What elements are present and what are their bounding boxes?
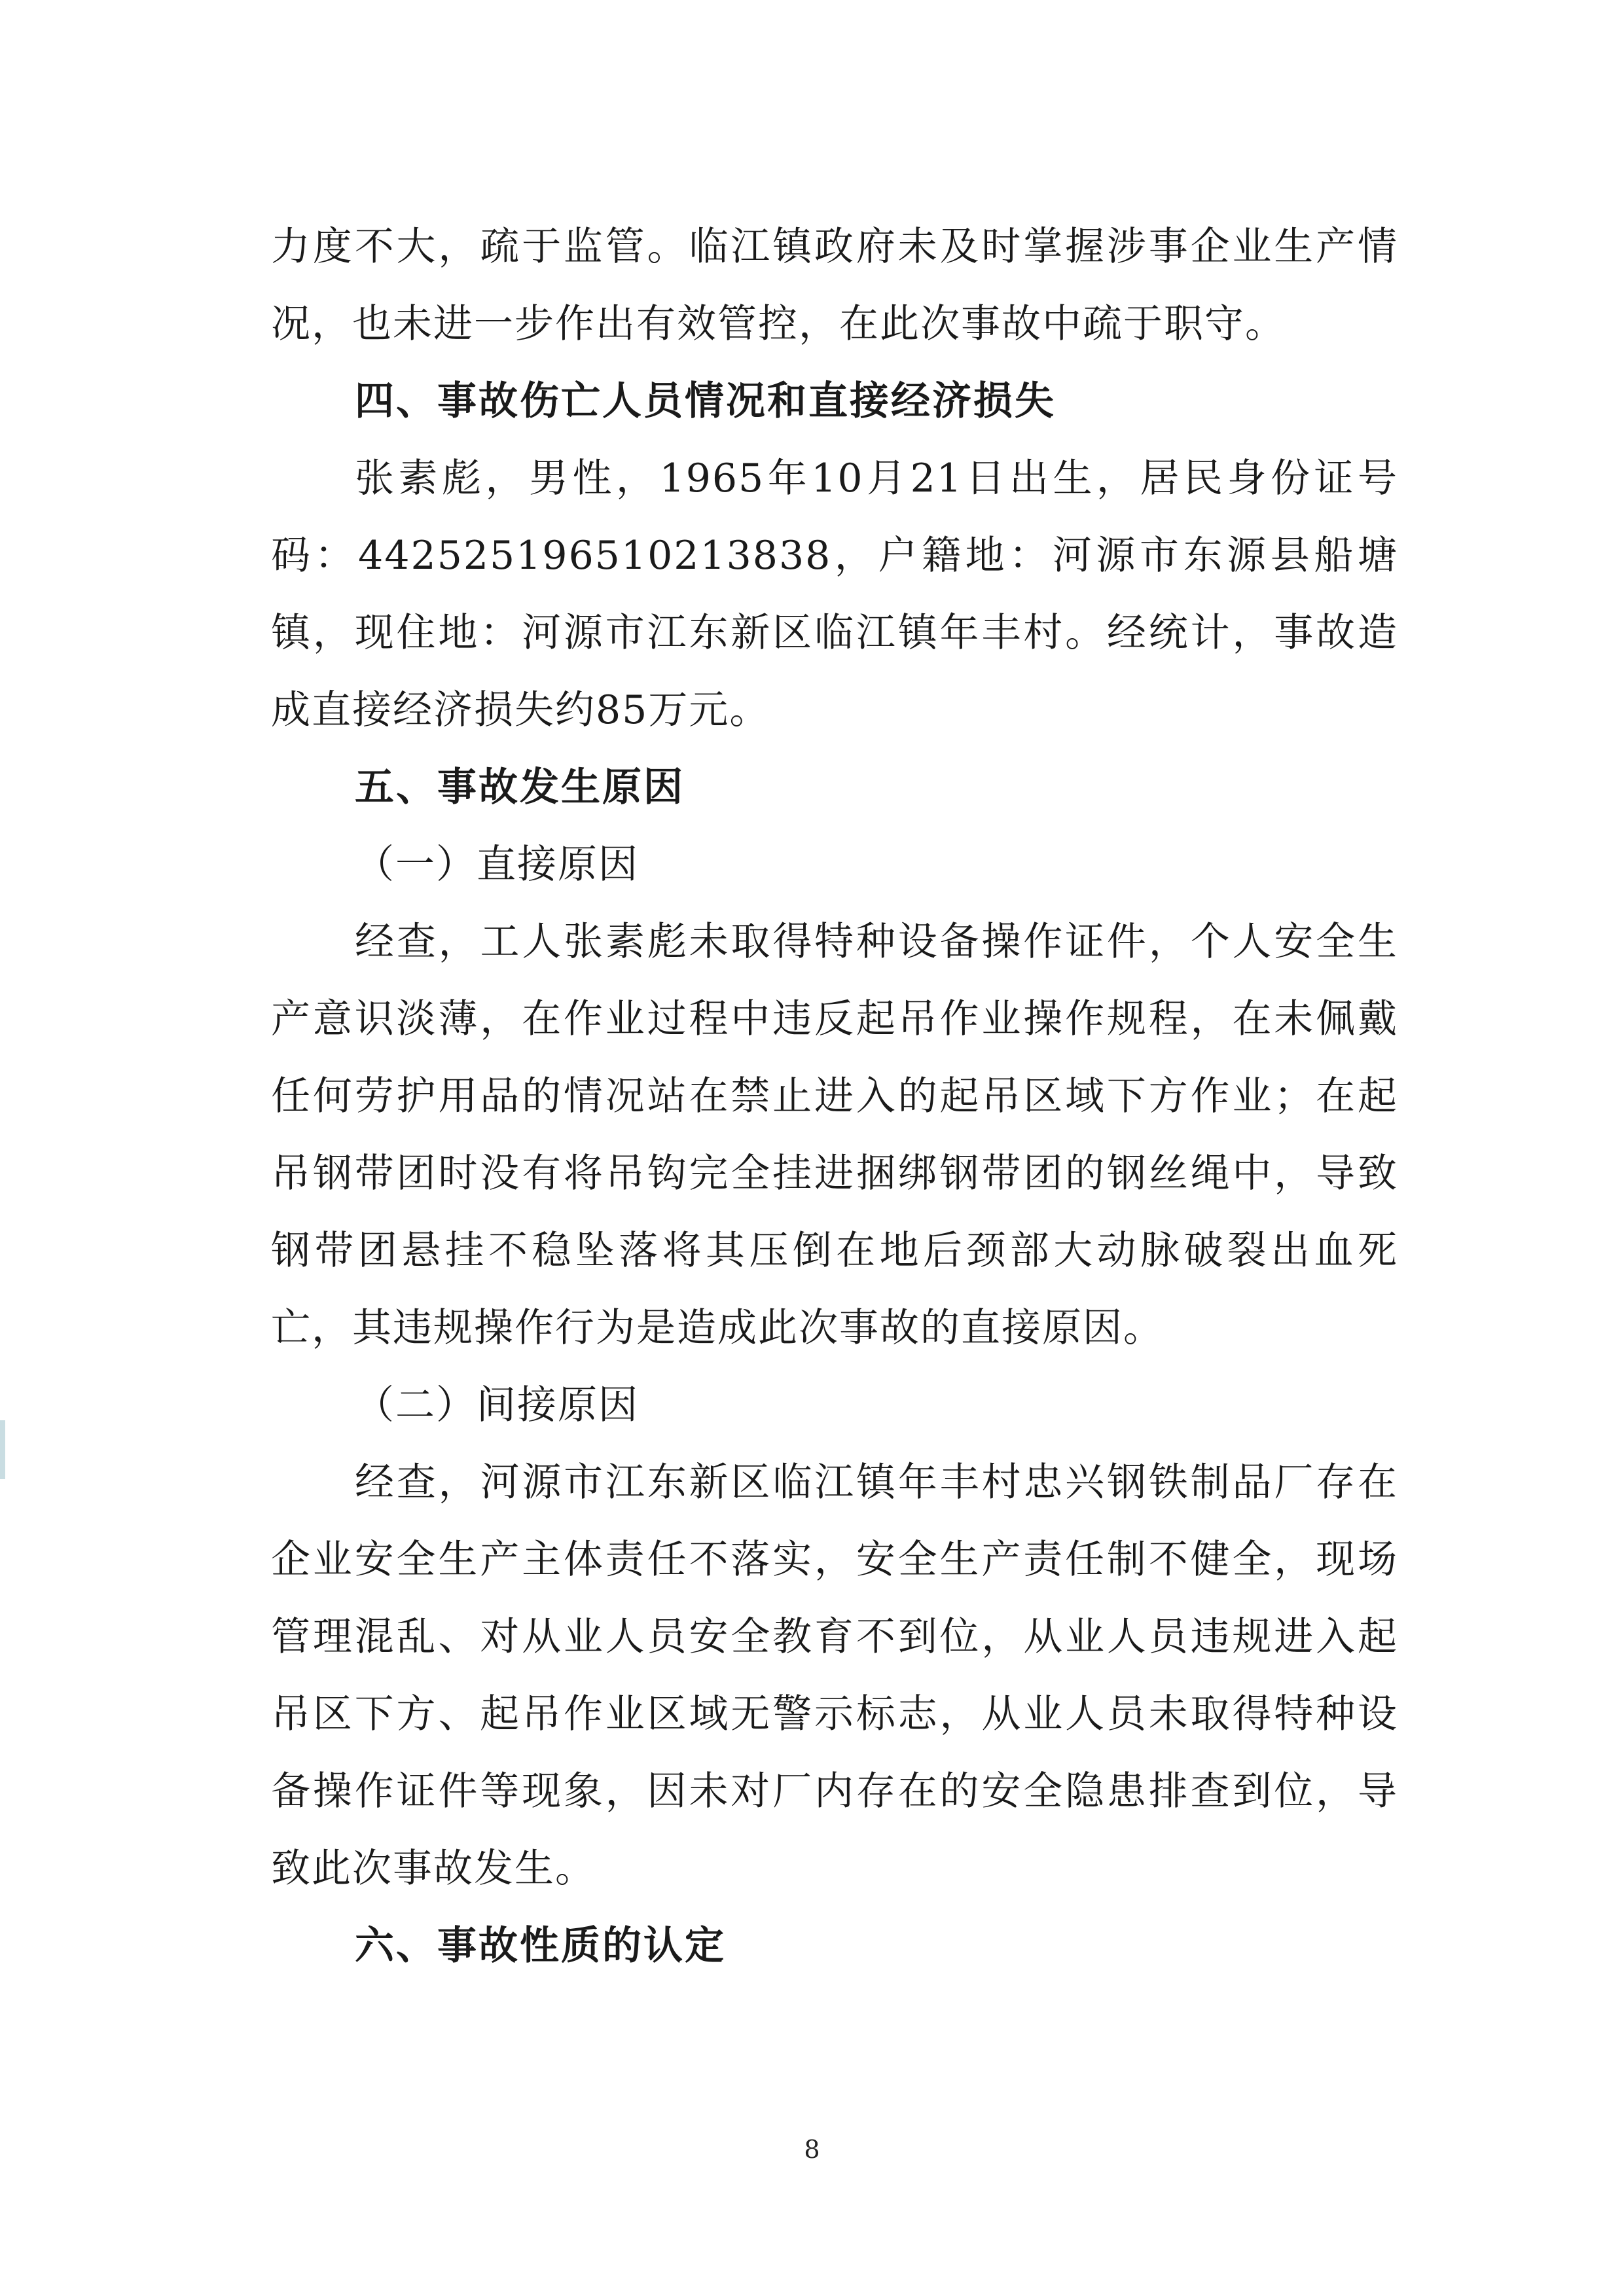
subheading-indirect-cause: （二）间接原因 (355, 1382, 639, 1428)
paragraph-casualty-details: 张素彪，男性，1965年10月21日出生，居民身份证号码：442525196510213838，户籍地：河源市东源县船塘镇，现住地：河源市江东新区临江镇年丰村。经统计，事故造成直接经济损失约85万元。 (271, 456, 1398, 733)
scan-edge-mark (0, 1420, 5, 1479)
paragraph-continuation: 力度不大，疏于监管。临江镇政府未及时掌握涉事企业生产情况，也未进一步作出有效管控，在此次事故中疏于职守。 (271, 224, 1398, 347)
paragraph-indirect-cause: 经查，河源市江东新区临江镇年丰村忠兴钢铁制品厂存在企业安全生产主体责任不落实，安全生产责任制不健全，现场管理混乱、对从业人员安全教育不到位，从业人员违规进入起吊区下方、起吊作业区域无警示标志，从业人员未取得特种设备操作证件等现象，因未对厂内存在的安全隐患排查到位，导致此次事故发生。 (271, 1460, 1398, 1892)
section-heading-nature: 六、事故性质的认定 (355, 1923, 726, 1969)
subheading-direct-cause: （一）直接原因 (355, 842, 639, 888)
page-number: 8 (804, 2135, 820, 2164)
section-heading-casualties: 四、事故伤亡人员情况和直接经济损失 (355, 378, 1056, 424)
paragraph-direct-cause: 经查，工人张素彪未取得特种设备操作证件，个人安全生产意识淡薄，在作业过程中违反起吊作业操作规程，在未佩戴任何劳护用品的情况站在禁止进入的起吊区域下方作业；在起吊钢带团时没有将吊钩完全挂进捆绑钢带团的钢丝绳中，导致钢带团悬挂不稳坠落将其压倒在地后颈部大动脉破裂出血死亡，其违规操作行为是造成此次事故的直接原因。 (271, 919, 1398, 1351)
document-body (271, 208, 1398, 1984)
section-heading-causes: 五、事故发生原因 (355, 764, 685, 810)
